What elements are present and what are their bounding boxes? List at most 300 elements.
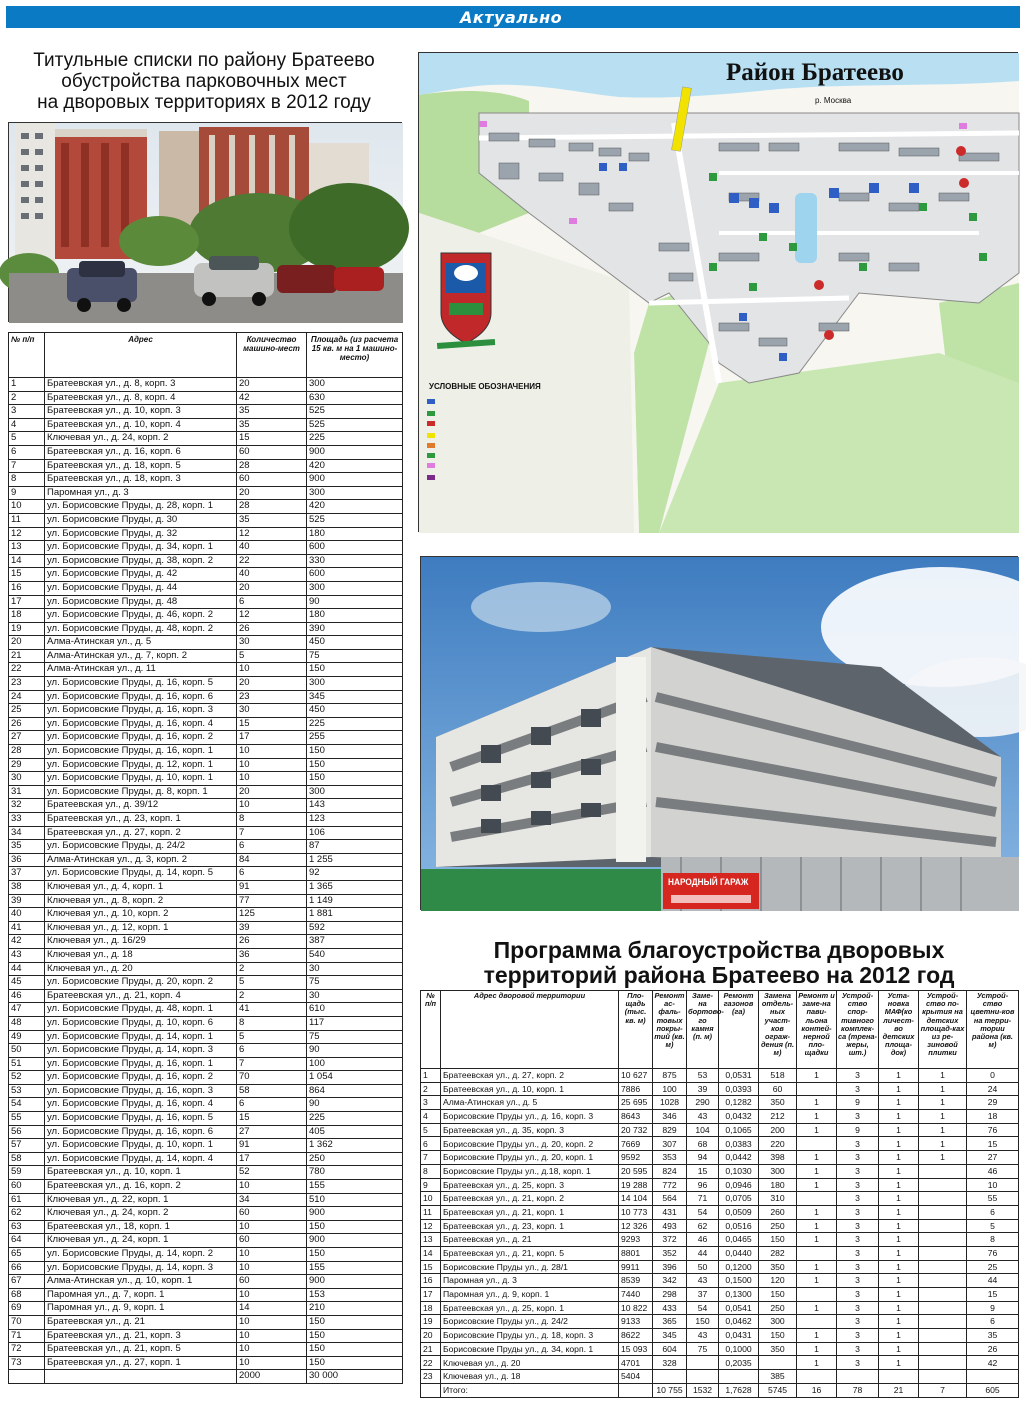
table-cell: 60	[759, 1082, 797, 1096]
table-row	[421, 1123, 1019, 1137]
table-cell: 780	[307, 1166, 403, 1180]
table-cell: 3	[837, 1137, 879, 1151]
table-row	[9, 976, 403, 990]
table-cell: 1	[879, 1233, 919, 1247]
table-cell: 10 627	[619, 1069, 653, 1083]
table-cell: 35	[967, 1329, 1019, 1343]
table-row	[421, 1356, 1019, 1370]
table-cell: 54	[687, 1205, 719, 1219]
program-title	[418, 938, 1020, 988]
table-row	[421, 1246, 1019, 1260]
table-cell: 1 365	[307, 880, 403, 894]
table-cell: 220	[759, 1137, 797, 1151]
program-title-line: территорий района Братеево на 2012 год	[483, 962, 955, 988]
table-cell: 9	[9, 486, 45, 500]
table-cell: 1	[879, 1137, 919, 1151]
table-row	[9, 1125, 403, 1139]
table-cell: 143	[307, 799, 403, 813]
table-cell: 106	[307, 826, 403, 840]
table-row	[421, 1151, 1019, 1165]
table-cell: 10 773	[619, 1205, 653, 1219]
table-cell: 1	[797, 1356, 837, 1370]
table-cell: 7440	[619, 1288, 653, 1302]
table-row	[9, 391, 403, 405]
table-row	[421, 1315, 1019, 1329]
table-cell: 3	[837, 1315, 879, 1329]
table-cell: 76	[967, 1246, 1019, 1260]
total-cell	[9, 1370, 45, 1384]
table-cell: 10	[237, 1356, 307, 1370]
photo-parking-garage	[420, 556, 1018, 910]
table-cell: 90	[307, 1098, 403, 1112]
table-cell: 150	[307, 1315, 403, 1329]
table-cell: 34	[237, 1193, 307, 1207]
table-cell: Алма-Атинская ул., д. 5	[45, 636, 237, 650]
table-cell: 604	[653, 1342, 687, 1356]
table-cell: 300	[307, 785, 403, 799]
table-row	[9, 432, 403, 446]
table-cell: 0,1000	[719, 1342, 759, 1356]
total-cell: Итого:	[441, 1383, 619, 1397]
table-cell: 3	[837, 1301, 879, 1315]
table-cell: 10	[237, 1180, 307, 1194]
table-cell: 372	[653, 1233, 687, 1247]
table-cell: 56	[9, 1125, 45, 1139]
table-cell: 12	[237, 609, 307, 623]
table-cell: 300	[759, 1315, 797, 1329]
table-cell: Братеевская ул., д. 21	[45, 1315, 237, 1329]
table-cell: 1	[797, 1110, 837, 1124]
table-cell: 91	[237, 880, 307, 894]
table-cell: Алма-Атинская ул., д. 5	[441, 1096, 619, 1110]
table-cell: ул. Борисовские Пруды, д. 42	[45, 568, 237, 582]
table-cell: 22	[237, 554, 307, 568]
table-cell: 1	[879, 1288, 919, 1302]
table-cell: ул. Борисовские Пруды, д. 16, корп. 6	[45, 690, 237, 704]
table-cell: 15	[967, 1288, 1019, 1302]
table-cell: 525	[307, 405, 403, 419]
table-cell: 24	[9, 690, 45, 704]
table-cell: 3	[837, 1233, 879, 1247]
table-cell: 1	[797, 1233, 837, 1247]
table-cell: 9	[421, 1178, 441, 1192]
table-cell: 0,0440	[719, 1246, 759, 1260]
table-cell	[919, 1192, 967, 1206]
table-cell: 350	[759, 1260, 797, 1274]
table-cell: ул. Борисовские Пруды, д. 14, корп. 4	[45, 1152, 237, 1166]
table-cell	[719, 1370, 759, 1384]
table-cell: 77	[237, 894, 307, 908]
table-cell: 7	[421, 1151, 441, 1165]
table-cell: 13	[9, 541, 45, 555]
table-cell: Братеевская ул., д. 25, корп. 3	[441, 1178, 619, 1192]
table-cell: 600	[307, 568, 403, 582]
table-cell: Братеевская ул., д. 27, корп. 2	[45, 826, 237, 840]
table-cell: 5	[421, 1123, 441, 1137]
table-row	[421, 1260, 1019, 1274]
table-cell: 52	[9, 1071, 45, 1085]
table-cell: 55	[9, 1112, 45, 1126]
table-cell: 61	[9, 1193, 45, 1207]
table-row	[421, 1329, 1019, 1343]
table-cell: 48	[9, 1016, 45, 1030]
table-cell: 2	[237, 962, 307, 976]
garage-sign: НАРОДНЫЙ ГАРАЖ	[668, 877, 749, 887]
table-cell: 824	[653, 1164, 687, 1178]
table-cell: 592	[307, 921, 403, 935]
table-cell	[919, 1219, 967, 1233]
table-cell: 22	[9, 663, 45, 677]
table-cell: 62	[687, 1219, 719, 1233]
table-cell: Братеевская ул., д. 21, корп. 4	[45, 989, 237, 1003]
table-cell: 300	[307, 378, 403, 392]
table-cell: ул. Борисовские Пруды, д. 16, корп. 2	[45, 1071, 237, 1085]
table-cell	[759, 1356, 797, 1370]
table-cell: 398	[759, 1151, 797, 1165]
table-cell: 39	[237, 921, 307, 935]
table-cell: 42	[237, 391, 307, 405]
table-cell: 1	[797, 1096, 837, 1110]
table-cell: 6	[237, 1098, 307, 1112]
table-cell: ул. Борисовские Пруды, д. 48	[45, 595, 237, 609]
table-row	[9, 758, 403, 772]
table-cell: 17	[237, 1152, 307, 1166]
table-cell: 5	[9, 432, 45, 446]
table-cell: Братеевская ул., д. 21, корп. 5	[45, 1343, 237, 1357]
table-cell: Ключевая ул., д. 20	[45, 962, 237, 976]
table-cell: 27	[9, 731, 45, 745]
table-cell: 47	[9, 1003, 45, 1017]
table-cell: 22	[421, 1356, 441, 1370]
table-cell: 34	[9, 826, 45, 840]
table-cell: 150	[307, 1356, 403, 1370]
table-row	[9, 1302, 403, 1316]
table-row	[9, 649, 403, 663]
table-cell: Братеевская ул., д. 21, корп. 2	[441, 1192, 619, 1206]
table-cell: Братеевская ул., д. 18, корп. 3	[45, 473, 237, 487]
table-cell: 200	[759, 1123, 797, 1137]
table-cell: 525	[307, 513, 403, 527]
table-cell: 1	[919, 1137, 967, 1151]
improvement-table	[420, 990, 1019, 1398]
improvement-table-body	[421, 1069, 1019, 1398]
table-cell: 67	[9, 1275, 45, 1289]
table-cell: 150	[687, 1315, 719, 1329]
table-cell: 5	[237, 1030, 307, 1044]
table-cell: 6	[237, 840, 307, 854]
table-cell: 35	[237, 405, 307, 419]
table-row	[9, 1071, 403, 1085]
table-cell: 94	[687, 1151, 719, 1165]
table-cell: 352	[653, 1246, 687, 1260]
table-cell: 8	[421, 1164, 441, 1178]
table-cell: ул. Борисовские Пруды, д. 38, корп. 2	[45, 554, 237, 568]
table-cell: 342	[653, 1274, 687, 1288]
table-cell: 73	[9, 1356, 45, 1370]
table-cell: 150	[759, 1329, 797, 1343]
table-cell: 8643	[619, 1110, 653, 1124]
table-cell: 610	[307, 1003, 403, 1017]
table-row	[421, 1219, 1019, 1233]
table-cell: 12	[9, 527, 45, 541]
table-cell: 900	[307, 473, 403, 487]
col-address: Адрес	[45, 333, 237, 378]
table-cell: Братеевская ул., д. 39/12	[45, 799, 237, 813]
table-cell: 900	[307, 445, 403, 459]
table-cell: 42	[9, 935, 45, 949]
table-cell: 43	[687, 1274, 719, 1288]
table-cell: ул. Борисовские Пруды, д. 16, корп. 3	[45, 704, 237, 718]
table-cell: 6	[237, 867, 307, 881]
table-cell: 60	[237, 473, 307, 487]
table-cell: 15 093	[619, 1342, 653, 1356]
table-cell: 10	[237, 745, 307, 759]
table-cell: 18	[421, 1301, 441, 1315]
table-cell: 17	[421, 1288, 441, 1302]
table-cell: Братеевская ул., 18, корп. 1	[45, 1220, 237, 1234]
table-row	[9, 880, 403, 894]
table-cell: 1	[879, 1082, 919, 1096]
table-cell: 2	[237, 989, 307, 1003]
table-row	[9, 527, 403, 541]
table-cell: 59	[9, 1166, 45, 1180]
table-cell: Братеевская ул., д. 21, корп. 1	[441, 1205, 619, 1219]
table-cell: 1	[919, 1110, 967, 1124]
table-cell: 9	[837, 1096, 879, 1110]
col-sports: Устрой-ство спор-тивного комплек-са (трена-жеры, шт.)	[837, 991, 879, 1069]
table-cell: Братеевская ул., д. 35, корп. 3	[441, 1123, 619, 1137]
table-cell: 150	[307, 745, 403, 759]
table-cell: ул. Борисовские Пруды, д. 16, корп. 3	[45, 1084, 237, 1098]
table-cell: 12	[237, 527, 307, 541]
table-cell: 0,0705	[719, 1192, 759, 1206]
table-cell: 8	[9, 473, 45, 487]
table-cell: 75	[307, 649, 403, 663]
table-cell: 117	[307, 1016, 403, 1030]
table-cell: 1	[9, 378, 45, 392]
total-cell: 7	[919, 1383, 967, 1397]
table-row	[9, 935, 403, 949]
table-row	[9, 1315, 403, 1329]
legend-swatch	[427, 421, 435, 426]
col-flowers: Устрой-ство цветни-ков на терри-тории района (кв. м)	[967, 991, 1019, 1069]
table-cell: 10	[421, 1192, 441, 1206]
table-cell: ул. Борисовские Пруды, д. 16, корп. 4	[45, 717, 237, 731]
table-cell: ул. Борисовские Пруды, д. 32	[45, 527, 237, 541]
table-cell: 540	[307, 948, 403, 962]
table-cell: 212	[759, 1110, 797, 1124]
table-cell: Паромная ул., д. 9, корп. 1	[45, 1302, 237, 1316]
table-cell: Ключевая ул., д. 16/29	[45, 935, 237, 949]
table-cell: Братеевская ул., д. 16, корп. 6	[45, 445, 237, 459]
table-cell: 20 595	[619, 1164, 653, 1178]
table-total-row	[9, 1370, 403, 1384]
table-cell: 875	[653, 1069, 687, 1083]
table-cell: 225	[307, 432, 403, 446]
table-cell: 90	[307, 595, 403, 609]
table-cell: 510	[307, 1193, 403, 1207]
table-cell: 15	[687, 1164, 719, 1178]
table-cell: 150	[307, 1220, 403, 1234]
table-cell: Алма-Атинская ул., д. 7, корп. 2	[45, 649, 237, 663]
table-cell: 60	[237, 445, 307, 459]
table-cell	[653, 1370, 687, 1384]
table-cell: 9	[837, 1123, 879, 1137]
table-cell: 493	[653, 1219, 687, 1233]
total-cell: 78	[837, 1383, 879, 1397]
table-cell: Братеевская ул., д. 21, корп. 5	[441, 1246, 619, 1260]
river-label: р. Москва	[815, 96, 852, 105]
table-cell: 30	[237, 704, 307, 718]
table-cell: 1 149	[307, 894, 403, 908]
table-cell: Ключевая ул., д. 12, корп. 1	[45, 921, 237, 935]
table-cell: 8801	[619, 1246, 653, 1260]
table-cell: 19	[9, 622, 45, 636]
table-row	[9, 690, 403, 704]
table-cell: 70	[9, 1315, 45, 1329]
table-cell: 180	[307, 527, 403, 541]
total-cell: 10 755	[653, 1383, 687, 1397]
table-row	[9, 1112, 403, 1126]
table-cell: 30	[307, 989, 403, 1003]
table-cell: ул. Борисовские Пруды, д. 16, корп. 4	[45, 1098, 237, 1112]
table-cell: Паромная ул., д. 3	[45, 486, 237, 500]
table-cell: 6	[9, 445, 45, 459]
table-row	[9, 677, 403, 691]
table-cell	[797, 1288, 837, 1302]
legend-swatch	[427, 443, 435, 448]
table-cell: 433	[653, 1301, 687, 1315]
table-cell: Братеевская ул., д. 25, корп. 1	[441, 1301, 619, 1315]
table-cell: Братеевская ул., д. 10, корп. 3	[45, 405, 237, 419]
table-cell: 0,1300	[719, 1288, 759, 1302]
table-cell	[919, 1274, 967, 1288]
table-cell: 72	[9, 1343, 45, 1357]
table-cell: ул. Борисовские Пруды, д. 16, корп. 5	[45, 677, 237, 691]
table-cell: 120	[759, 1274, 797, 1288]
table-cell: 35	[237, 513, 307, 527]
table-cell: 12	[421, 1219, 441, 1233]
table-cell: 76	[967, 1123, 1019, 1137]
table-cell: 26	[237, 622, 307, 636]
table-row	[9, 622, 403, 636]
table-cell: 46	[9, 989, 45, 1003]
table-cell: Ключевая ул., д. 20	[441, 1356, 619, 1370]
table-cell: 84	[237, 853, 307, 867]
table-row	[9, 731, 403, 745]
table-total-row	[421, 1383, 1019, 1397]
table-row	[9, 663, 403, 677]
table-cell: 0,1500	[719, 1274, 759, 1288]
table-cell: 92	[307, 867, 403, 881]
table-cell: 45	[9, 976, 45, 990]
table-cell: 10	[237, 1220, 307, 1234]
table-cell: 90	[307, 1044, 403, 1058]
table-cell: 51	[9, 1057, 45, 1071]
table-cell: 20	[237, 378, 307, 392]
table-cell	[919, 1260, 967, 1274]
col-fence: Замена отдель-ных участ-ков ограж-дения (п. м)	[759, 991, 797, 1069]
table-cell: ул. Борисовские Пруды, д. 28, корп. 1	[45, 500, 237, 514]
table-cell: 1 881	[307, 908, 403, 922]
table-cell: 9	[967, 1301, 1019, 1315]
parking-title-line: обустройства парковочных мест	[61, 71, 347, 92]
table-cell: 1	[879, 1356, 919, 1370]
table-cell: 50	[687, 1260, 719, 1274]
table-cell: 21	[421, 1342, 441, 1356]
table-cell: 0,0541	[719, 1301, 759, 1315]
table-row	[9, 840, 403, 854]
table-cell: 150	[307, 1343, 403, 1357]
table-cell: 900	[307, 1275, 403, 1289]
table-row	[9, 636, 403, 650]
table-cell: 60	[237, 1234, 307, 1248]
table-cell: 41	[237, 1003, 307, 1017]
table-cell: 60	[237, 1275, 307, 1289]
table-cell: Ключевая ул., д. 24, корп. 2	[45, 1207, 237, 1221]
table-cell: 1	[797, 1342, 837, 1356]
table-cell: 10	[237, 758, 307, 772]
table-cell: 1	[879, 1301, 919, 1315]
table-row	[9, 1288, 403, 1302]
table-row	[9, 459, 403, 473]
table-cell: 0,1065	[719, 1123, 759, 1137]
table-cell: 52	[237, 1166, 307, 1180]
table-cell: 1	[879, 1178, 919, 1192]
table-cell: 3	[837, 1069, 879, 1083]
table-row	[9, 1139, 403, 1153]
table-cell: 1	[879, 1219, 919, 1233]
table-cell: 87	[307, 840, 403, 854]
table-cell: Алма-Атинская ул., д. 3, корп. 2	[45, 853, 237, 867]
table-cell: 43	[9, 948, 45, 962]
table-cell: 0,0442	[719, 1151, 759, 1165]
table-cell: 300	[307, 486, 403, 500]
table-cell: 16	[421, 1274, 441, 1288]
table-cell: 35	[9, 840, 45, 854]
table-cell: ул. Борисовские Пруды, д. 10, корп. 1	[45, 772, 237, 786]
total-cell	[619, 1383, 653, 1397]
table-cell: 29	[9, 758, 45, 772]
table-cell: ул. Борисовские Пруды, д. 20, корп. 2	[45, 976, 237, 990]
table-cell: 32	[9, 799, 45, 813]
table-cell: 68	[687, 1137, 719, 1151]
table-cell: 300	[307, 677, 403, 691]
table-cell: 350	[759, 1342, 797, 1356]
program-title-line: Программа благоустройства дворовых	[493, 937, 945, 963]
table-cell: ул. Борисовские Пруды, д. 8, корп. 1	[45, 785, 237, 799]
table-cell: 21	[9, 649, 45, 663]
table-row	[9, 867, 403, 881]
table-cell: 290	[687, 1096, 719, 1110]
table-cell: 250	[307, 1152, 403, 1166]
table-cell: 31	[9, 785, 45, 799]
table-row	[421, 1096, 1019, 1110]
table-cell: 68	[9, 1288, 45, 1302]
table-cell: 23	[421, 1370, 441, 1384]
table-cell: ул. Борисовские Пруды, д. 34, корп. 1	[45, 541, 237, 555]
table-row	[421, 1301, 1019, 1315]
table-cell: 155	[307, 1180, 403, 1194]
table-cell	[919, 1315, 967, 1329]
table-cell: 123	[307, 813, 403, 827]
table-cell	[919, 1164, 967, 1178]
table-row	[9, 445, 403, 459]
table-cell: 15	[421, 1260, 441, 1274]
table-row	[9, 1207, 403, 1221]
table-row	[9, 1329, 403, 1343]
table-cell: 250	[759, 1219, 797, 1233]
